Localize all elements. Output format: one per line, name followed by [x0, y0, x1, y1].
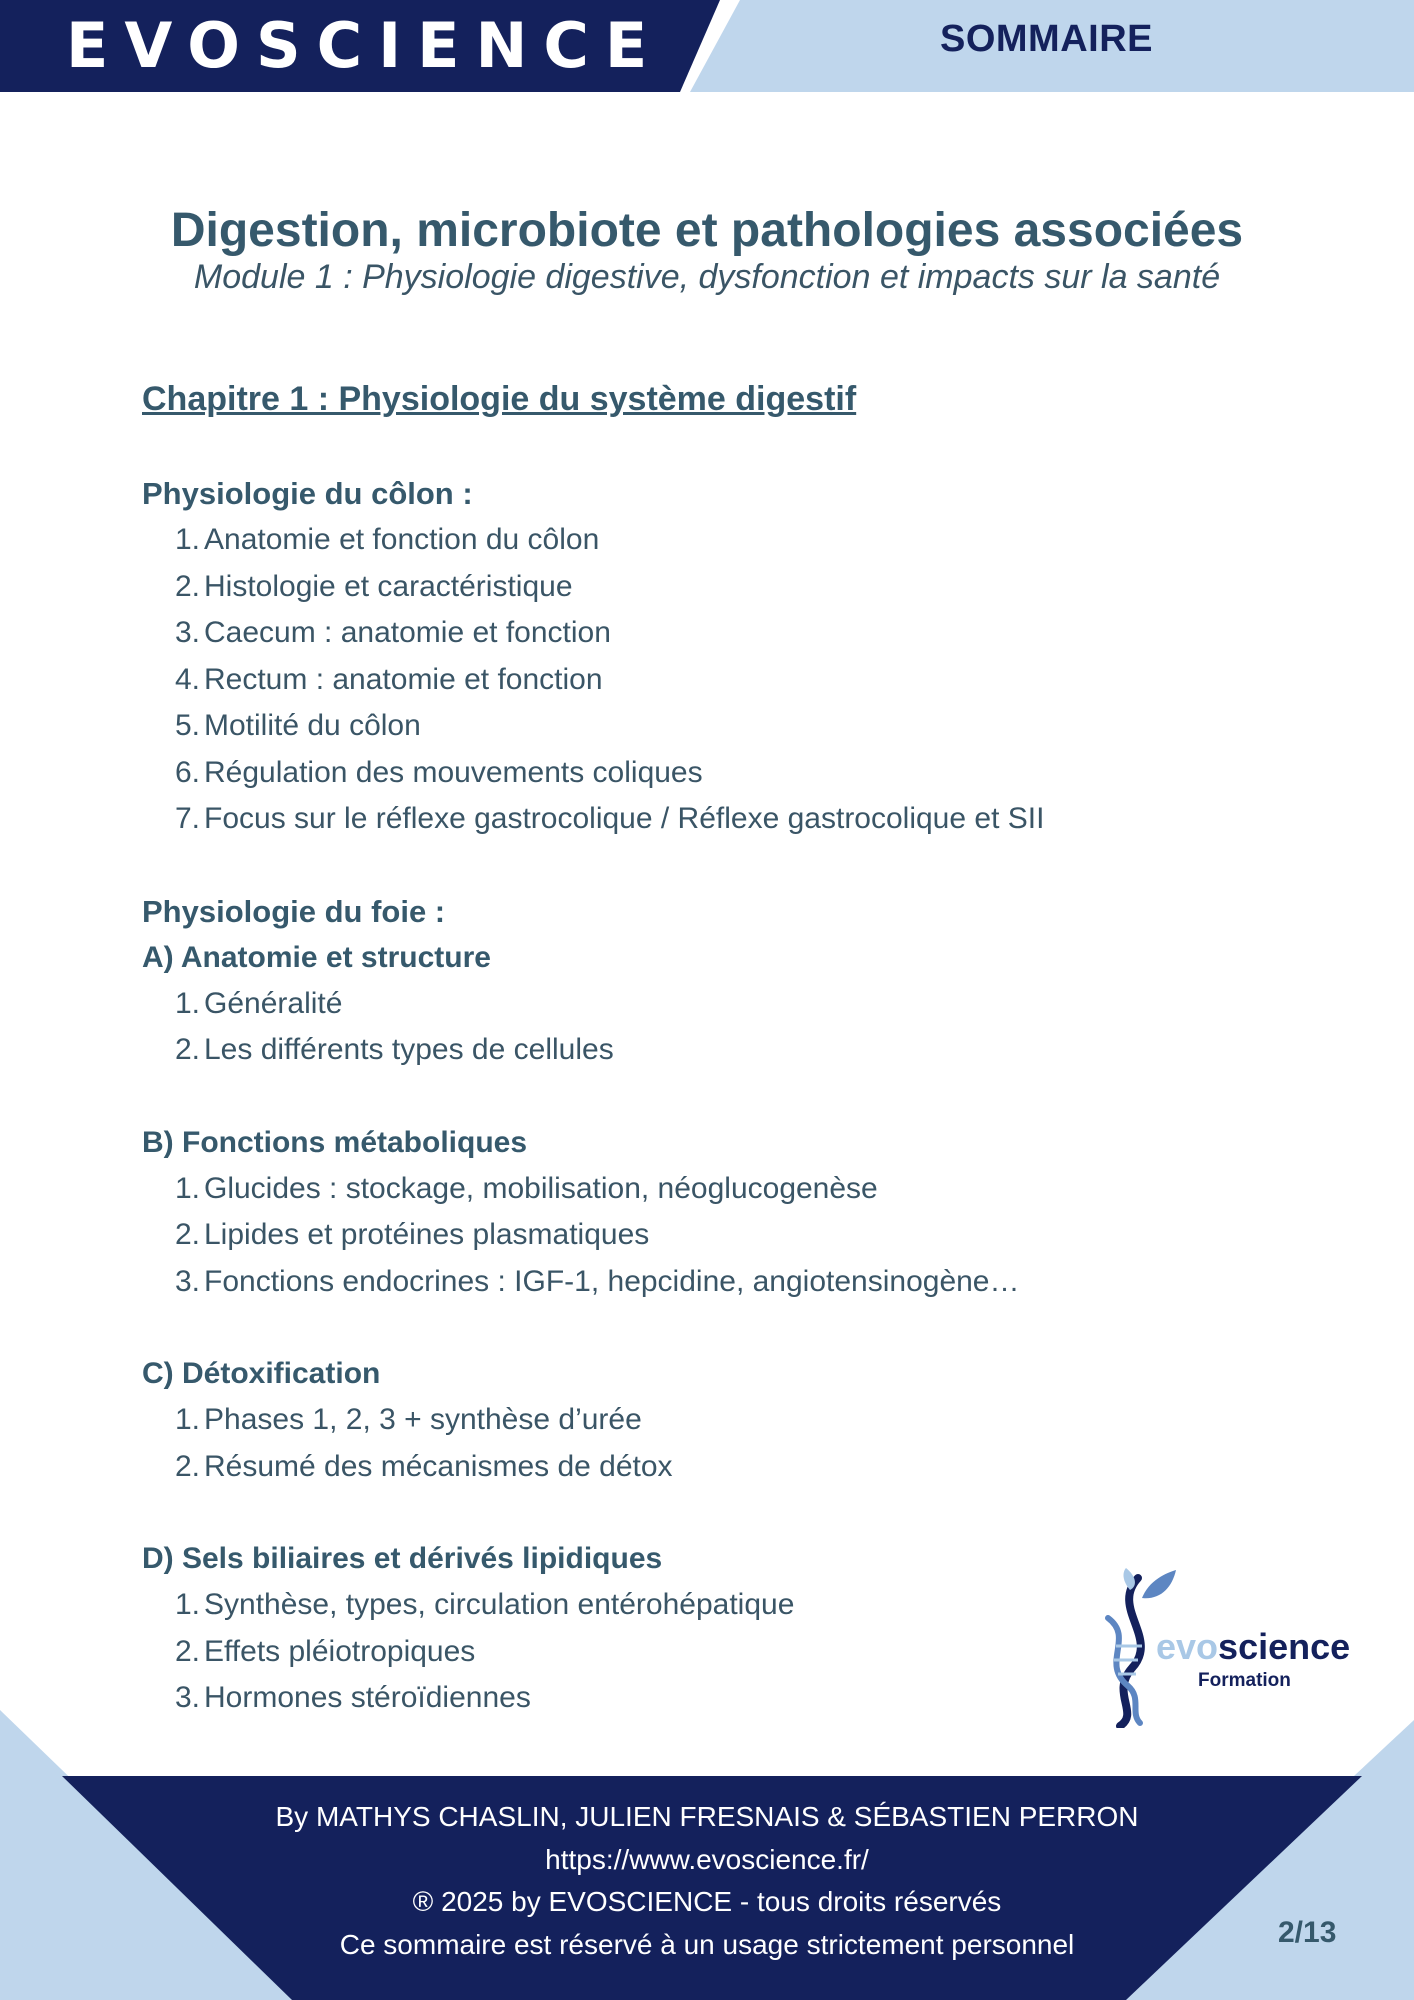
list-item: 3. Fonctions endocrines : IGF-1, hepcidine, angiotensinogène…: [174, 1264, 1020, 1298]
list-item: 3. Hormones stéroïdiennes: [174, 1681, 531, 1714]
table-of-contents: [142, 380, 1142, 1722]
foie-c-list: [142, 1397, 1142, 1490]
footer-authors: By MATHYS CHASLIN, JULIEN FRESNAIS & SÉBASTIEN PERRON: [275, 1801, 1139, 1832]
section-title: SOMMAIRE: [940, 18, 1153, 60]
list-item: 7. Focus sur le réflexe gastrocolique / Réflexe gastrocolique et SII: [174, 802, 1045, 835]
list-item: 1. Anatomie et fonction du côlon: [174, 523, 600, 556]
colon-list: [142, 517, 1142, 843]
list-item: 4. Rectum : anatomie et fonction: [174, 662, 603, 696]
document-title: Digestion, microbiote et pathologies associées: [170, 204, 1244, 257]
list-item: 1. Glucides : stockage, mobilisation, néoglucogenèse: [174, 1171, 878, 1205]
list-item: 1. Généralité: [174, 986, 343, 1020]
footer-notice: Ce sommaire est réservé à un usage strictement personnel: [339, 1928, 1075, 1960]
section-heading-colon: Physiologie du côlon :: [142, 476, 473, 511]
list-item: 2. Résumé des mécanismes de détox: [174, 1449, 673, 1483]
document-subtitle: Module 1 : Physiologie digestive, dysfonction et impacts sur la santé: [193, 258, 1221, 296]
subsection-heading-a: A) Anatomie et structure: [142, 940, 491, 974]
logo-subtitle: Formation: [1198, 1670, 1291, 1691]
list-item: 2. Effets pléiotropiques: [174, 1634, 476, 1668]
page-number: 2/13: [1278, 1916, 1337, 1949]
list-item: 6. Régulation des mouvements coliques: [174, 755, 703, 789]
list-item: 2. Lipides et protéines plasmatiques: [174, 1218, 650, 1251]
footer-copyright: ® 2025 by EVOSCIENCE - tous droits réservés: [412, 1886, 1002, 1917]
logo-wordmark: evoscience: [1156, 1626, 1351, 1667]
foie-d-list: [142, 1582, 1142, 1722]
list-item: 1. Phases 1, 2, 3 + synthèse d’urée: [174, 1403, 642, 1436]
foie-a-list: [142, 981, 1142, 1074]
list-item: 3. Caecum : anatomie et fonction: [174, 616, 611, 649]
list-item: 2. Les différents types de cellules: [174, 1033, 614, 1066]
foie-b-list: [142, 1166, 1142, 1306]
chapter-heading: Chapitre 1 : Physiologie du système digestif: [142, 380, 857, 418]
list-item: 5. Motilité du côlon: [174, 709, 421, 742]
subsection-heading-b: B) Fonctions métaboliques: [142, 1125, 528, 1159]
footer-url[interactable]: https://www.evoscience.fr/: [545, 1843, 869, 1875]
list-item: 2. Histologie et caractéristique: [174, 569, 573, 603]
footer-text: [0, 1796, 1414, 1966]
brand-title: EVOSCIENCE: [66, 9, 664, 82]
subsection-heading-c: C) Détoxification: [142, 1357, 381, 1390]
section-heading-foie: Physiologie du foie :: [142, 893, 446, 929]
subsection-heading-d: D) Sels biliaires et dérivés lipidiques: [142, 1542, 663, 1575]
list-item: 1. Synthèse, types, circulation entérohépatique: [174, 1588, 795, 1621]
